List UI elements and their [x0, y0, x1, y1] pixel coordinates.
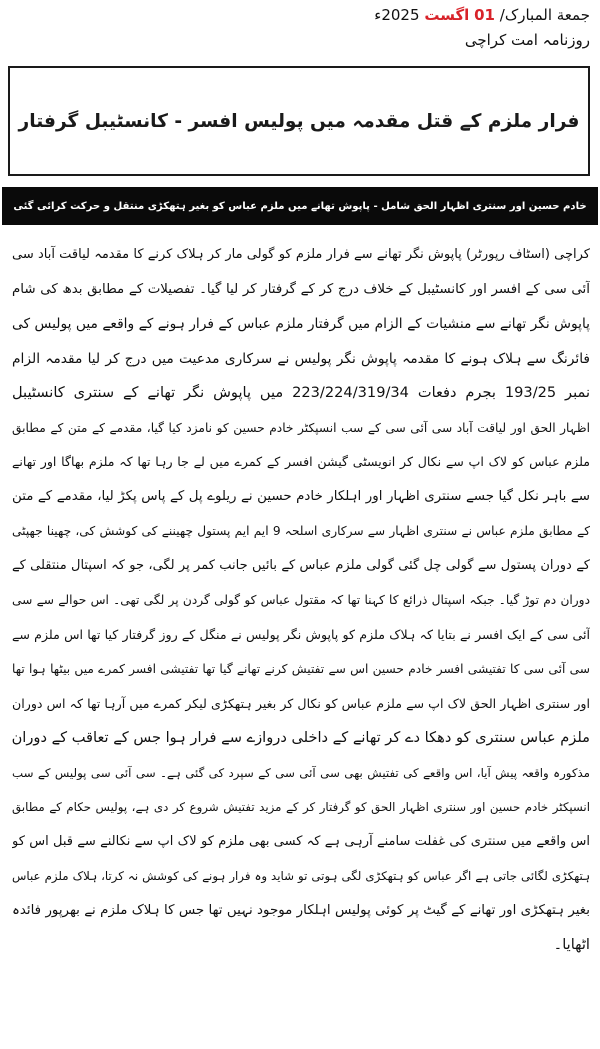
subheadline: خادم حسین اور سنتری اظہار الحق شامل - پاپوش تھانے میں ملزم عباس کو بغیر ہتھکڑی منتقل و حرکت کرائی گئی: [13, 200, 587, 212]
body-line: کراچی (اسٹاف رپورٹر) پاپوش نگر تھانے سے فرار ملزم کو گولی مار کر ہلاک کرنے کا مقدمہ لیاقت آباد سی: [12, 247, 590, 262]
day-name: جمعة المبارک/: [499, 6, 590, 24]
date-number: 01: [474, 6, 495, 24]
body-line: پاپوش نگر تھانے سے منشیات کے الزام میں گرفتار ملزم عباس کے فرار ہونے کے واقعے میں پولیس کی: [12, 316, 590, 332]
body-line: سی آئی سی کا تفتیشی افسر خادم حسین اس سے تفتیش کرنے تھانے گیا تھا تفتیشی افسر کمرے میں بیٹھا ہوا تھا: [12, 662, 590, 676]
body-line: بغیر ہتھکڑی اور تھانے کے گیٹ پر کوئی پولیس اہلکار موجود نہیں تھا جس کا ہلاک ملزم نے بھرپور فائدہ: [12, 902, 590, 918]
newspaper-name: روزنامہ امت کراچی: [464, 31, 590, 49]
body-line: آئی سی کے افسر اور کانسٹیبل کے خلاف درج کر کے گرفتار کر لیا گیا۔ تفصیلات کے مطابق بدھ کی شام: [12, 281, 590, 297]
article-body: [12, 238, 590, 963]
dateline: [374, 6, 590, 24]
year: 2025ء: [374, 6, 420, 24]
body-line: انسپکٹر خادم حسین اور سنتری اظہار الحق کو گرفتار کر کے مزید تفتیش شروع کر دی ہے، پولیس حکام کے مطابق: [12, 800, 590, 814]
subheadline-bar: [2, 187, 598, 225]
body-line: مذکورہ واقعہ پیش آیا، اس واقعے کی تفتیش بھی سی آئی سی کے سپرد کی گئی ہے۔ سی آئی سی پولیس کے سب: [12, 765, 590, 780]
body-line: اظہار الحق اور لیاقت آباد سی آئی سی کے سب انسپکٹر خادم حسین کو نامزد کیا گیا، مقدمے کے متن کے مطابق: [12, 420, 590, 435]
body-line: ملزم عباس کو لاک اپ سے نکال کر انویسٹی گیشن افسر کے کمرے میں لے جا رہا تھا کہ ملزم بھاگا اور تھانے: [12, 454, 590, 469]
headline-box: [8, 66, 590, 176]
body-line: اور سنتری اظہار الحق لاک اپ سے ملزم عباس کو نکال کر بغیر ہتھکڑی لیکر کمرے میں آرہا تھا کہ اس دوران: [12, 695, 590, 711]
body-line: اٹھایا۔: [553, 936, 590, 953]
headline: فرار ملزم کے قتل مقدمہ میں پولیس افسر - کانسٹیبل گرفتار: [18, 110, 580, 132]
body-line: نمبر 193/25 بجرم دفعات 223/224/319/34 میں پاپوش نگر تھانے کے سنتری کانسٹیبل: [12, 384, 590, 401]
body-line: سے باہر نکل گیا جسے سنتری اظہار اور اہلکار خادم حسین نے ریلوے پل کے پاس پکڑ لیا، مقدمے کے متن: [12, 488, 590, 504]
body-line: اس واقعے میں سنتری کی غفلت سامنے آرہی ہے کہ کسی بھی ملزم کو لاک اپ سے نکالنے سے قبل اس کو: [12, 833, 590, 849]
month-name: اگست: [424, 6, 470, 24]
body-line: دوران دم توڑ گیا۔ جبکہ اسپتال ذرائع کا کہنا تھا کہ مقتول عباس کو گولی گردن پر لگی تھی۔ اس حوالے سے سی: [12, 593, 590, 607]
body-line: آئی سی کے ایک افسر نے بتایا کہ ہلاک ملزم کو پاپوش نگر پولیس نے منگل کے روز گرفتار کیا تھا اس ملزم سے: [12, 626, 590, 642]
body-line: کے مطابق ملزم عباس نے سنتری اظہار سے سرکاری اسلحہ 9 ایم ایم پستول چھیننے کی کوشش کی، چھینا جھپٹی: [12, 524, 590, 538]
body-line: کے دوران پستول سے گولی چل گئی گولی ملزم عباس کے بائیں جانب کمر پر لگی، جو کہ اسپتال منتقلی کے: [12, 557, 590, 573]
body-line: فائرنگ سے ہلاک ہونے کا مقدمہ پاپوش نگر پولیس نے سرکاری مدعیت میں درج کر لیا مقدمہ الزام: [12, 350, 590, 367]
body-line: ملزم عباس سنتری کو دھکا دے کر تھانے کے داخلی دروازے سے فرار ہوا جس کے تعاقب کے دوران: [12, 729, 590, 746]
body-line: ہتھکڑی لگائی جاتی ہے اگر عباس کو ہتھکڑی لگی ہوتی تو شاید وہ فرار ہونے کی کوشش نہ کرتا، ہلاک ملزم عباس: [12, 869, 590, 883]
